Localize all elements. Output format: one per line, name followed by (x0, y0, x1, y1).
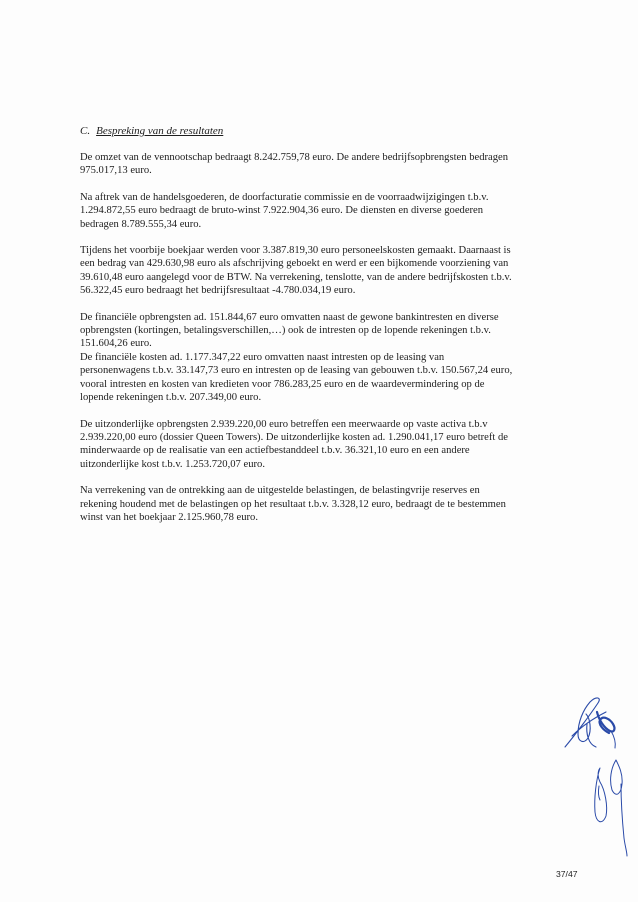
text-line: Na verrekening van de ontrekking aan de uitgestelde belastingen, de belastingvrije reserves en (80, 485, 480, 497)
paragraph-operating-result (80, 244, 558, 298)
signature-stroke (611, 760, 623, 794)
text-line: Tijdens het voorbije boekjaar werden voor 3.387.819,30 euro personeelskosten gemaakt. Daarnaast is (80, 245, 511, 257)
document-body (80, 124, 558, 524)
text-line: vooral intresten en kosten van kredieten voor 786.283,25 euro en de waardevermindering op de (80, 378, 485, 390)
page-number: 37/47 (556, 869, 578, 879)
text-line: een bedrag van 429.630,98 euro als afschrijving geboekt en werd er een bijkomende voorziening van (80, 258, 509, 270)
text-line: 2.939.220,00 euro (dossier Queen Towers). De uitzonderlijke kosten ad. 1.290.041,17 euro betreft de (80, 431, 509, 443)
text-line: bedragen 8.789.555,34 euro. (80, 218, 202, 230)
section-title: Bespreking van de resultaten (96, 125, 224, 137)
section-letter: C. (80, 125, 91, 137)
signature-stroke (587, 724, 596, 747)
paragraph-gross-profit (80, 191, 558, 231)
text-line: De financiële kosten ad. 1.177.347,22 euro omvatten naast intresten op de leasing van (80, 351, 445, 363)
signature-stroke (597, 712, 614, 733)
text-line: 39.610,48 euro aangelegd voor de BTW. Na verrekening, tenslotte, van de andere bedrijfskosten t.b.v. (80, 271, 512, 283)
text-line: winst van het boekjaar 2.125.960,78 euro. (80, 511, 258, 523)
signature-stroke (611, 731, 615, 748)
text-line: minderwaarde op de realisatie van een actiefbestanddeel t.b.v. 36.321,10 euro en een andere (80, 445, 470, 457)
text-line: De uitzonderlijke opbrengsten 2.939.220,00 euro betreffen een meerwaarde op vaste activa t.b.v (80, 418, 488, 430)
text-line: 975.017,13 euro. (80, 165, 152, 177)
text-line: De omzet van de vennootschap bedraagt 8.242.759,78 euro. De andere bedrijfsopbrengsten bedragen (80, 152, 509, 163)
text-line: uitzonderlijke kost t.b.v. 1.253.720,07 euro. (80, 458, 265, 470)
signature-stroke (595, 768, 607, 822)
text-line: personenwagens t.b.v. 33.147,73 euro en intresten op de leasing van gebouwen t.b.v. 150.567,24 euro, (80, 365, 513, 377)
section-heading (80, 124, 558, 138)
text-line: 151.604,26 euro. (80, 338, 152, 350)
paragraph-net-result (80, 484, 558, 524)
paragraph-financial (80, 311, 558, 405)
paragraph-exceptional (80, 418, 558, 472)
text-line: De financiële opbrengsten ad. 151.844,67 euro omvatten naast de gewone bankintresten en diverse (80, 311, 499, 323)
paragraph-revenue (80, 151, 558, 178)
text-line: rekening houdend met de belastingen op het resultaat t.b.v. 3.328,12 euro, bedraagt de te bestemmen (80, 498, 506, 510)
signature-stroke (598, 786, 600, 800)
signature-stroke (621, 784, 627, 856)
signature-stroke (572, 712, 606, 736)
signature-stroke (565, 698, 599, 747)
text-line: Na aftrek van de handelsgoederen, de doorfacturatie commissie en de voorraadwijzigingen t.b.v. (80, 191, 489, 203)
text-line: 56.322,45 euro bedraagt het bedrijfsresultaat -4.780.034,19 euro. (80, 285, 356, 297)
text-line: opbrengsten (kortingen, betalingsverschillen,…) ook de intresten op de lopende rekeningen t.b.v. (80, 325, 491, 337)
text-line: lopende rekeningen t.b.v. 207.349,00 euro. (80, 392, 262, 404)
text-line: 1.294.872,55 euro bedraagt de bruto-winst 7.922.904,36 euro. De diensten en diverse goederen (80, 205, 484, 217)
